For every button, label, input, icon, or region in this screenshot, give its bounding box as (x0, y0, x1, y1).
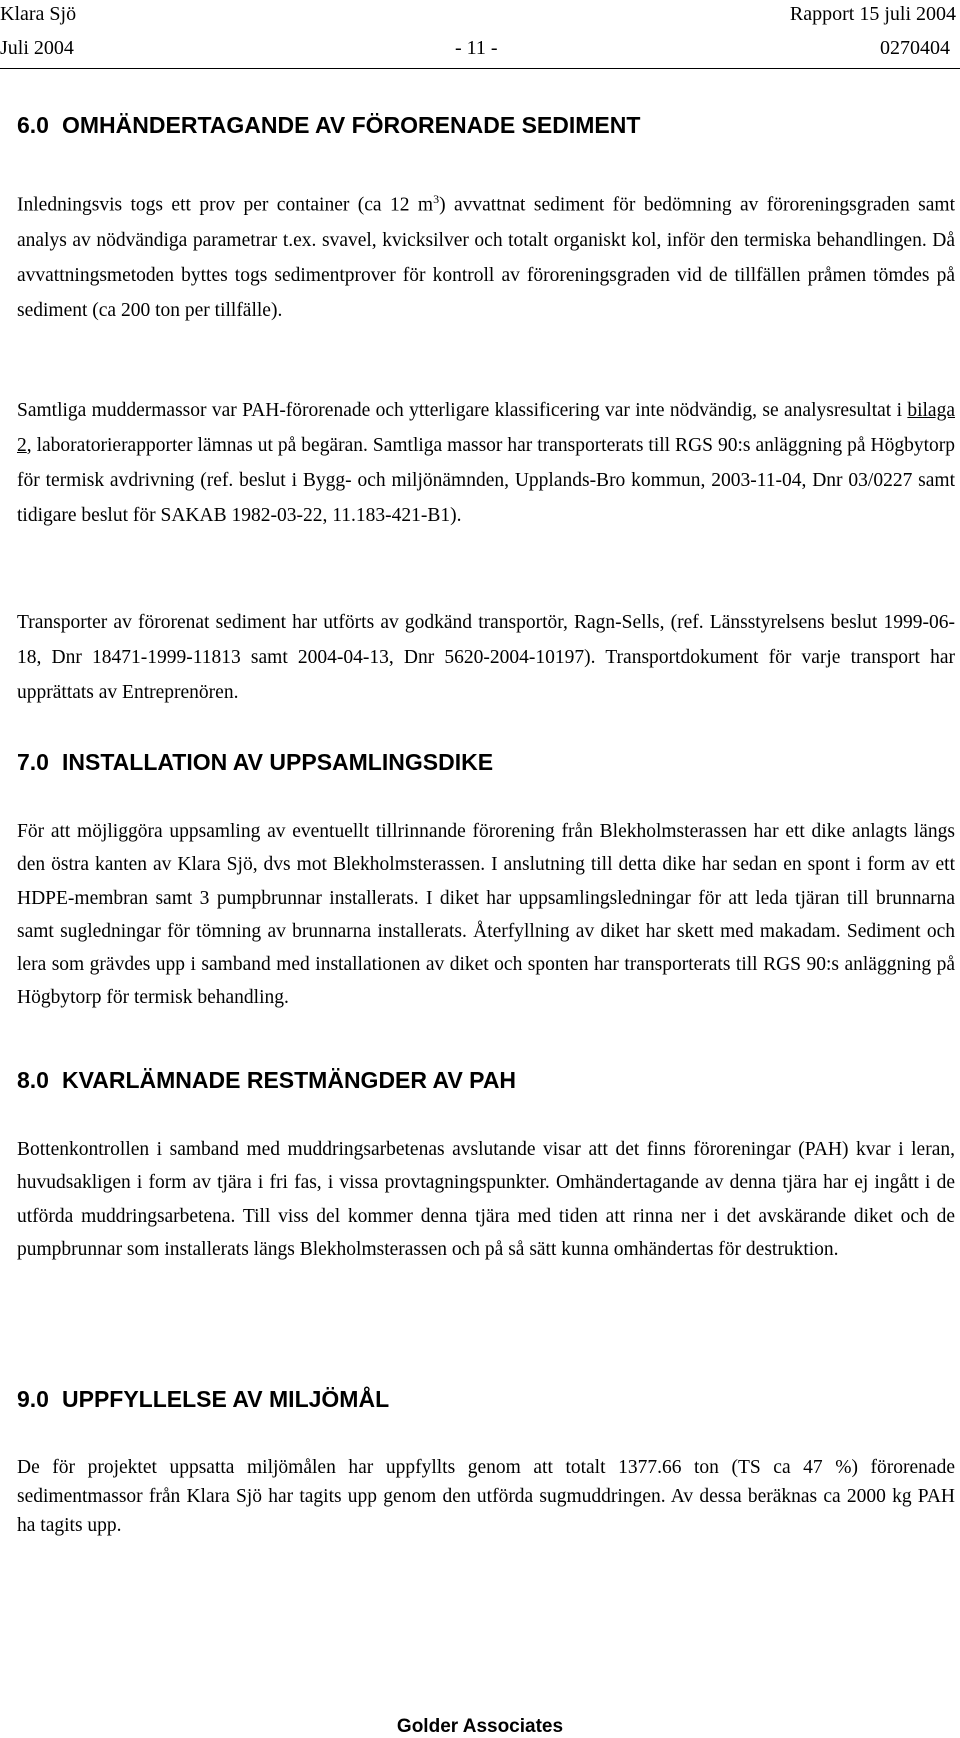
section-6-paragraph-1 (17, 182, 955, 328)
section-8-heading (17, 1066, 516, 1094)
section-title: OMHÄNDERTAGANDE AV FÖRORENADE SEDIMENT (62, 112, 641, 138)
text-run: Samtliga muddermassor var PAH-förorenade och ytterligare klassificering var inte nödvändig, se analysresultat i (17, 400, 908, 421)
section-number: 8.0 (17, 1067, 49, 1093)
section-number: 6.0 (17, 112, 49, 138)
header-doc-number: 0270404 (880, 37, 950, 59)
section-8-paragraph-1: Bottenkontrollen i samband med muddringsarbetenas avslutande visar att det finns föroreningar (PAH) kvar i leran, huvudsakligen i form av tjära i fri fas, i vissa provtagningspunkter. Omhändertagande av denna tjära har ej ingått i de utförda muddringsarbetena. Till viss del kommer denna tjära med tiden att rinna ner i det avskärande diket och de pumpbrunnar som installerats längs Blekholmsterassen och på så sätt kunna omhändertas för destruktion. (17, 1139, 955, 1260)
section-7-heading (17, 748, 493, 776)
section-number: 9.0 (17, 1386, 49, 1412)
section-6-paragraph-2 (17, 393, 955, 533)
section-6-paragraph-3: Transporter av förorenat sediment har utförts av godkänd transportör, Ragn-Sells, (ref. Länsstyrelsens beslut 1999-06-18, Dnr 18471-1999-11813 samt 2004-04-13, Dnr 5620-2004-10197). Transportdokument för varje transport har upprättats av Entreprenören. (17, 612, 955, 703)
section-title: UPPFYLLELSE AV MILJÖMÅL (62, 1386, 390, 1412)
text-run: , laboratorierapporter lämnas ut på begäran. Samtliga massor har transporterats till RGS 90:s anläggning på Högbytorp för termisk avdrivning (ref. beslut i Bygg- och miljönämnden, Upplands-Bro kommun, 2003-11-04, Dnr 03/0227 samt tidigare beslut för SAKAB 1982-03-22, 11.183-421-B1). (17, 435, 955, 526)
header-divider (0, 68, 960, 69)
section-6-heading (17, 111, 640, 139)
section-9-paragraph-1: De för projektet uppsatta miljömålen har uppfyllts genom att totalt 1377.66 ton (TS ca 47 %) förorenade sedimentmassor från Klara Sjö har tagits upp genom den utförda sugmuddringen. Av dessa beräknas ca 2000 kg PAH ha tagits upp. (17, 1457, 955, 1536)
text-run: Inledningsvis togs ett prov per container (ca 12 m (17, 194, 434, 216)
header-author: Klara Sjö (0, 3, 77, 25)
header-date: Juli 2004 (0, 37, 74, 59)
section-title: KVARLÄMNADE RESTMÄNGDER AV PAH (62, 1067, 517, 1093)
text-run: ) avvattnat sediment för bedömning av föroreningsgraden samt analys av nödvändiga parametrar t.ex. svavel, kvicksilver och totalt organiskt kol, inför den termiska behandlingen. Då avvattningsmetoden byttes togs sedimentprover för kontroll av föroreningsgraden vid de tillfällen pråmen tömdes på sediment (ca 200 ton per tillfälle). (17, 194, 955, 321)
page-number: - 11 - (455, 37, 498, 59)
bilaga-2-link[interactable]: bilaga 2 (17, 400, 955, 456)
section-7-paragraph-1: För att möjliggöra uppsamling av eventuellt tillrinnande förorening från Blekholmsterassen har ett dike anlagts längs den östra kanten av Klara Sjö, dvs mot Blekholmsterassen. I anslutning till detta dike har sedan en spont i form av ett HDPE-membran samt 3 pumpbrunnar installerats. I diket har uppsamlingsledningar för att leda tjäran till brunnarna samt sugledningar för tömning av brunnarna installerats. Återfyllning av diket har skett med makadam. Sediment och lera som grävdes upp i samband med installationen av diket och sponten har transporterats till RGS 90:s anläggning på Högbytorp för termisk behandling. (17, 821, 955, 1009)
superscript: 3 (433, 192, 440, 206)
section-9-heading (17, 1385, 389, 1413)
footer-company: Golder Associates (396, 1716, 564, 1737)
section-title: INSTALLATION AV UPPSAMLINGSDIKE (62, 749, 494, 775)
header-report: Rapport 15 juli 2004 (789, 3, 956, 25)
section-number: 7.0 (17, 749, 49, 775)
